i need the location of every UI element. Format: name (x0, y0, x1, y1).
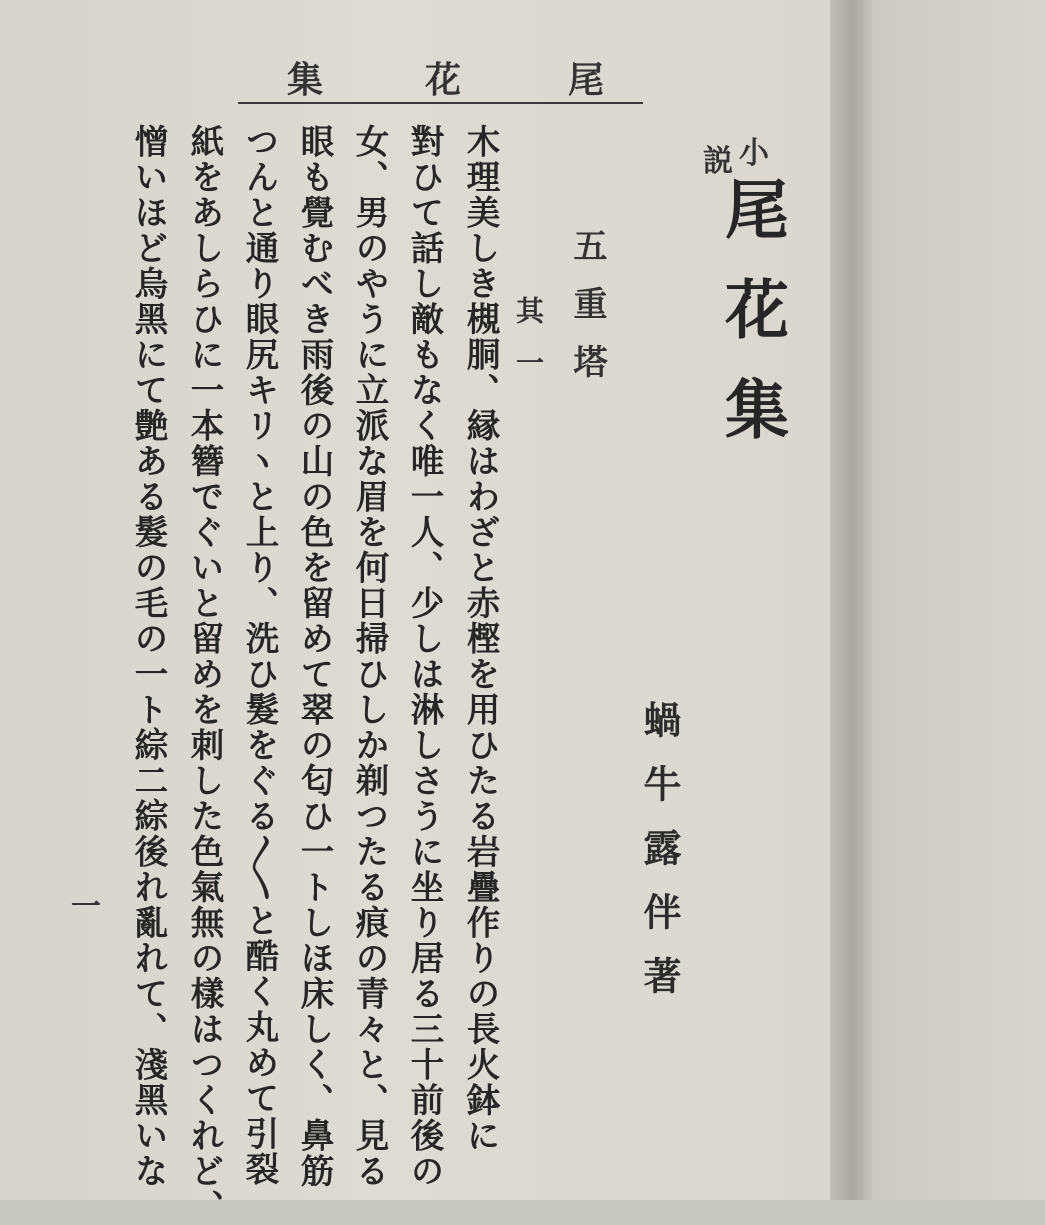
genre-label (703, 128, 773, 179)
genre-label-char-1: 小 (739, 136, 769, 171)
author-line: 蝸牛露伴著 (637, 700, 682, 1020)
header-char-1: 尾 (568, 59, 605, 101)
header-char-3: 集 (287, 59, 324, 101)
body-column-7: 憎いほど烏黑にて艶ある髮の毛の一ト綜二綜後れ亂れて、淺黑いな (129, 124, 168, 1189)
body-column-6: 紙をあしらひに一本簪でぐいと留めを刺した色氣無の樣はつくれど、 (185, 124, 224, 1225)
facing-page (872, 0, 1045, 1200)
book-gutter (830, 0, 872, 1200)
genre-label-char-2: 説 (703, 144, 733, 179)
header-char-2: 花 (425, 59, 462, 101)
book-title: 尾花集 (714, 176, 789, 476)
body-column-2: 對ひて話し敵もなく唯一人、少しは淋しさうに坐り居る三十前後の (405, 124, 444, 1189)
header-rule (238, 102, 643, 104)
section-title: 其一 (512, 296, 545, 400)
body-column-3: 女、男のやうに立派な眉を何日掃ひしか剃つたる痕の青々と、見る (350, 124, 389, 1189)
chapter-title: 五重塔 (567, 228, 607, 402)
body-column-5: つんと通り眼尻キリヽと上り、洗ひ髮をぐる〳〵と酷く丸めて引裂 (240, 124, 279, 1187)
body-column-4: 眼も覺むべき雨後の山の色を留めて翠の匂ひ一トしほ床しく、鼻筋 (295, 124, 334, 1189)
page-number: 一 (65, 890, 100, 920)
body-column-1: 木理美しき槻胴、縁はわざと赤樫を用ひたる岩疊作りの長火鉢に (461, 124, 500, 1154)
